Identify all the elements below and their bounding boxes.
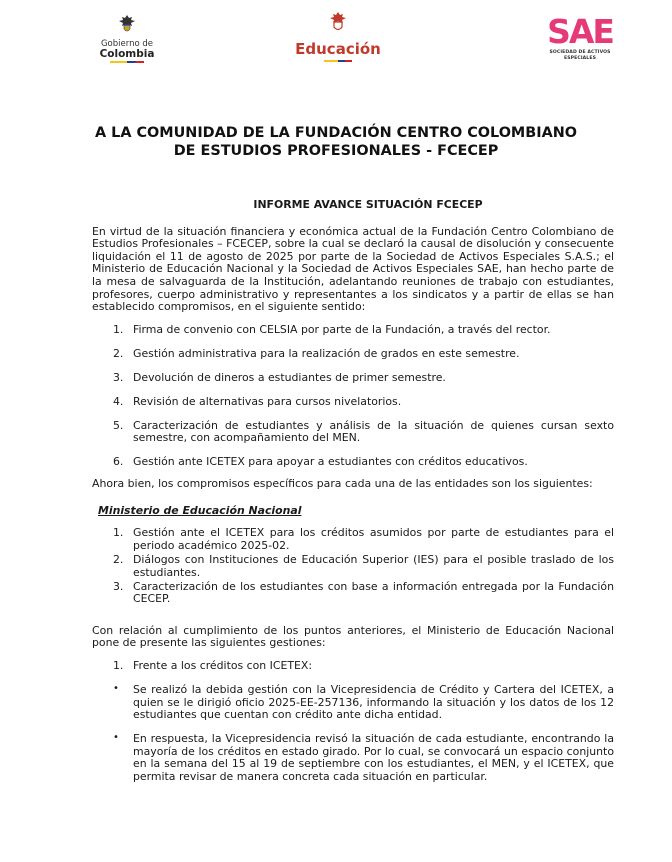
list-text: Firma de convenio con CELSIA por parte de la Fundación, a través del rector.: [133, 322, 551, 336]
educacion-logo: [290, 10, 386, 64]
list-item: [92, 527, 614, 552]
educacion-logo-text: Educación: [295, 40, 381, 58]
list-item: [92, 324, 614, 337]
list-item: [92, 581, 614, 606]
list-number: 6.: [113, 455, 124, 469]
section-heading-ministerio: Ministerio de Educación Nacional: [98, 503, 302, 517]
list-number: 4.: [113, 394, 124, 408]
list-item: [92, 348, 614, 361]
list-number: 3.: [113, 579, 124, 593]
bullet-item: [92, 733, 614, 783]
list-number: 1.: [113, 526, 124, 540]
list-text: Gestión administrativa para la realización de grados en este semestre.: [133, 346, 520, 360]
list-item: [92, 420, 614, 445]
list-number: 1.: [113, 658, 124, 672]
ministry-commitments-list: [92, 527, 614, 605]
list-number: 2.: [113, 346, 124, 360]
list-text: Gestión ante el ICETEX para los créditos asumidos por parte de estudiantes para el periodo académico 2025-02.: [133, 526, 614, 553]
list-text: Gestión ante ICETEX para apoyar a estudiantes con créditos educativos.: [133, 455, 528, 469]
gobierno-colombia-logo: [92, 14, 162, 58]
list-number: 2.: [113, 553, 124, 567]
list-text: Devolución de dineros a estudiantes de primer semestre.: [133, 370, 446, 384]
list-text: Revisión de alternativas para cursos nivelatorios.: [133, 394, 402, 408]
list-text: Caracterización de los estudiantes con base a información entregada por la Fundación CECEP.: [133, 579, 614, 606]
list-text: Diálogos con Instituciones de Educación Superior (IES) para el posible traslado de los estudiantes.: [133, 553, 614, 579]
colombia-crest-icon: [117, 14, 137, 34]
report-subtitle: INFORME AVANCE SITUACIÓN FCECEP: [253, 198, 483, 211]
sae-logo-mark: SAE: [547, 12, 613, 51]
transition-paragraph: Ahora bien, los compromisos específicos para cada una de las entidades son los siguientes:: [92, 477, 593, 491]
commitments-list: [92, 324, 614, 469]
list-item: [92, 372, 614, 385]
sae-logo: [540, 14, 620, 64]
list-text: Caracterización de estudiantes y análisis de la situación de quienes cursan sexto semestre, con acompañamiento del MEN.: [133, 418, 614, 445]
sae-logo-subtitle: SOCIEDAD DE ACTIVOS ESPECIALES: [549, 50, 611, 61]
list-number: 3.: [113, 370, 124, 384]
list-item: [92, 396, 614, 409]
intro-paragraph: En virtud de la situación financiera y económica actual de la Fundación Centro Colombiano de Estudios Profesionales – FCECEP, sobre la cual se declaró la causal de disolución y consecuente liquidación el 11 de agosto de 2025 por parte de la Sociedad de Activos Especiales S.A.S.; el Ministerio de Educación Nacional y la Sociedad de Activos Especiales SAE, han hecho parte de la mesa de salvaguarda de la Institución, adelantando reuniones de trabajo con estudiantes, profesores, cuerpo administrativo y representantes a los sindicatos y a partir de ellas se han establecido compromisos, en el siguiente sentido:: [92, 224, 614, 314]
flag-stripe: [324, 60, 352, 62]
bullet-icon: •: [113, 732, 119, 744]
document-body: [92, 199, 614, 795]
document-title: A LA COMUNIDAD DE LA FUNDACIÓN CENTRO COLOMBIANO DE ESTUDIOS PROFESIONALES - FCECEP: [95, 125, 577, 159]
list-text: Frente a los créditos con ICETEX:: [133, 658, 313, 672]
bullet-text: Se realizó la debida gestión con la Vicepresidencia de Crédito y Cartera del ICETEX, a quien se le dirigió oficio 2025-EE-257136, informando la situación y los datos de los 12 estudiantes que cuentan con crédito ante dicha entidad.: [133, 682, 614, 722]
bullet-text: En respuesta, la Vicepresidencia revisó la situación de cada estudiante, encontrando la mayoría de los créditos en estado girado. Por lo cual, se convocará un espacio conjunto en la semana del 15 al 19 de septiembre con los estudiantes, el MEN, y el ICETEX, que permita revisar de manera concreta cada situación en particular.: [133, 732, 614, 783]
education-seal-icon: [326, 10, 350, 34]
gov-logo-line2: Colombia: [99, 48, 155, 60]
icetex-bullet-list: [92, 684, 614, 784]
compliance-paragraph: Con relación al cumplimiento de los puntos anteriores, el Ministerio de Educación Nacional pone de presente las siguientes gestiones:: [92, 623, 614, 650]
page-header: [0, 0, 672, 80]
list-item: [92, 660, 614, 673]
actions-list: [92, 660, 614, 673]
bullet-icon: •: [113, 682, 119, 694]
list-item: [92, 554, 614, 579]
bullet-item: [92, 684, 614, 722]
gov-logo-line1: Gobierno de: [100, 39, 154, 49]
list-number: 1.: [113, 322, 124, 336]
list-item: [92, 456, 614, 469]
flag-stripe: [110, 61, 144, 63]
list-number: 5.: [113, 418, 124, 432]
